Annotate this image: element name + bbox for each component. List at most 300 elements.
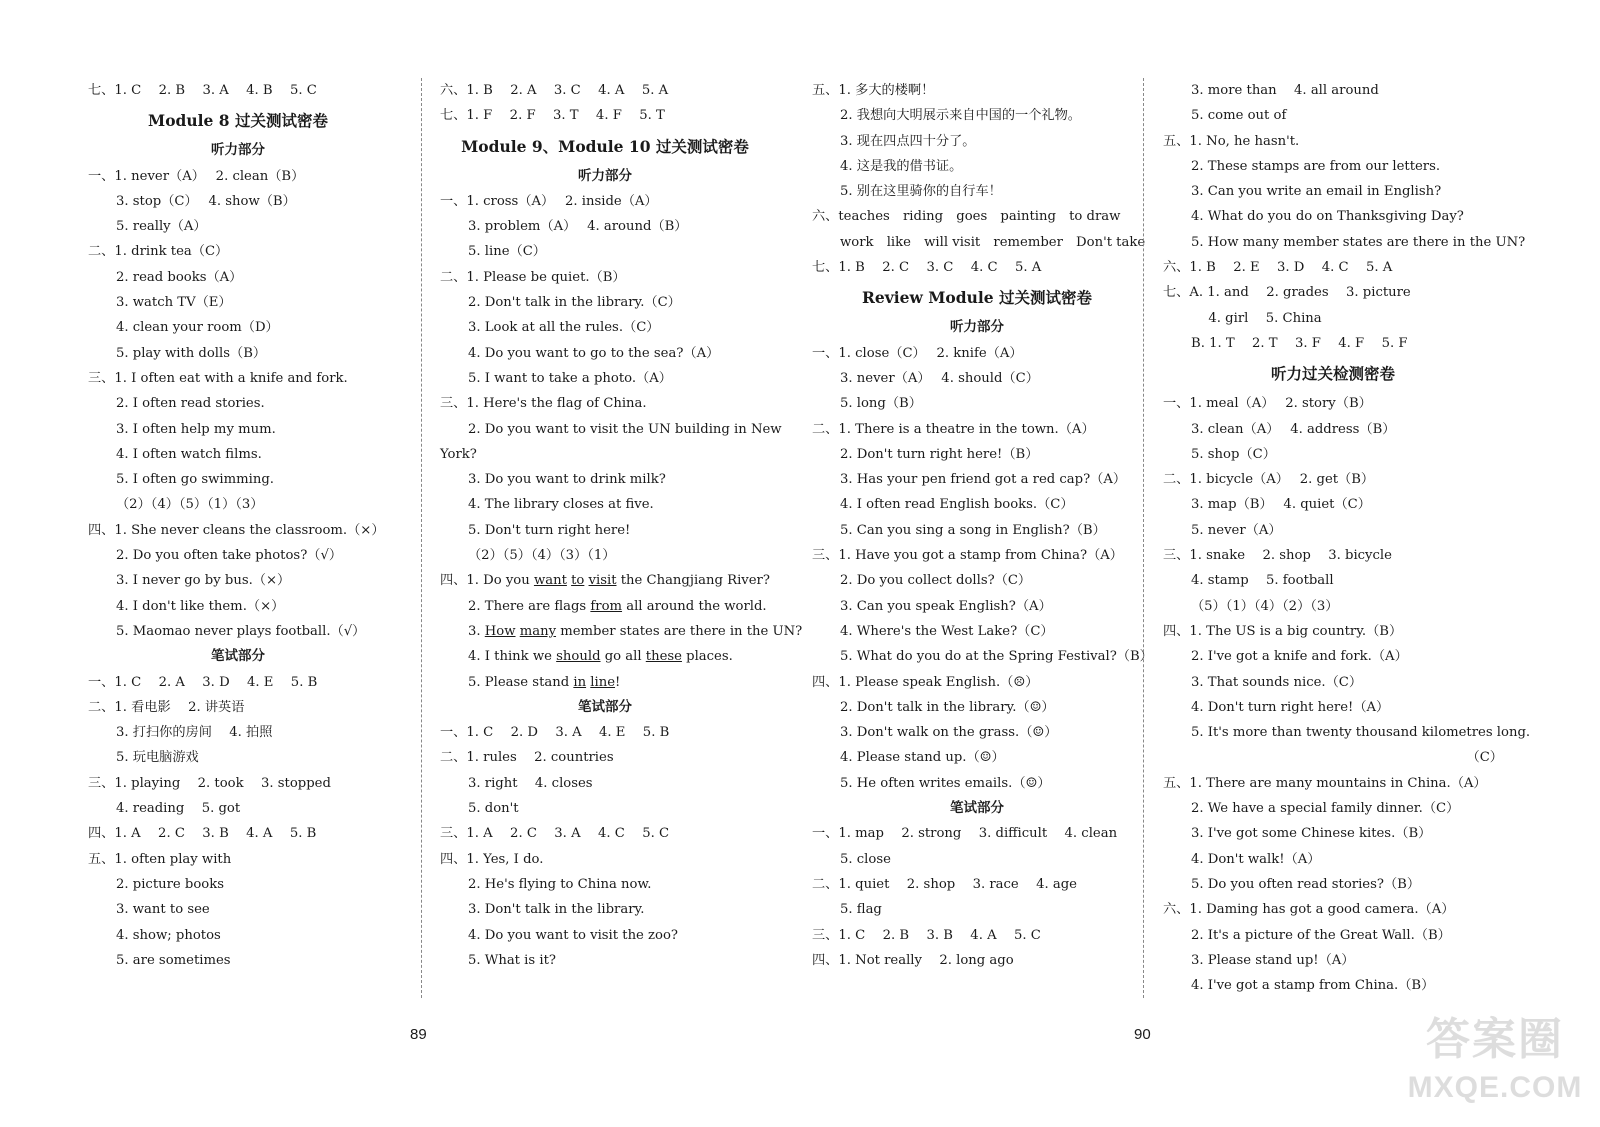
line-text: 3. clean（A） 4. address（B） <box>1191 421 1396 437</box>
line-text: 一、1. cross（A） 2. inside（A） <box>440 193 658 209</box>
line-text: 4. I often watch films. <box>116 446 262 462</box>
line-text: 3. map（B） 4. quiet（C） <box>1191 497 1371 513</box>
line-text: 二、1. quiet 2. shop 3. race 4. age <box>812 876 1077 892</box>
underlined-word: visit <box>588 573 617 589</box>
answer-line <box>1163 204 1503 229</box>
line-text: 3. never（A） 4. should（C） <box>840 370 1039 386</box>
line-text: 三、1. playing 2. took 3. stopped <box>88 775 331 791</box>
line-text: all around the world. <box>622 598 767 614</box>
answer-line <box>812 720 1142 745</box>
answer-line <box>812 341 1142 366</box>
answer-line <box>1163 179 1503 204</box>
line-text: （2）（5）（4）（3）（1） <box>468 548 616 564</box>
line-text: Module 8 过关测试密卷 <box>148 111 328 131</box>
line-text: 5. never（A） <box>1191 522 1282 538</box>
line-text: 4. clean your room（D） <box>116 320 279 336</box>
answer-line <box>88 492 388 517</box>
line-text: 七、1. B 2. C 3. C 4. C 5. A <box>812 260 1042 276</box>
line-text: 四、1. A 2. C 3. B 4. A 5. B <box>88 826 317 842</box>
line-text: 2. It's a picture of the Great Wall.（B） <box>1191 927 1451 943</box>
line-text: （5）（1）（4）（2）（3） <box>1191 598 1339 614</box>
answer-line <box>1163 492 1503 517</box>
line-text: 三、1. snake 2. shop 3. bicycle <box>1163 548 1392 564</box>
answer-line <box>812 129 1142 154</box>
column-1 <box>88 78 388 973</box>
answer-line <box>812 518 1142 543</box>
line-text: 二、1. There is a theatre in the town.（A） <box>812 421 1095 437</box>
line-text: 5. Can you sing a song in English?（B） <box>840 522 1106 538</box>
line-text: 2. I often read stories. <box>116 396 265 412</box>
section-subtitle <box>812 315 1142 340</box>
line-text: B. 1. T 2. T 3. F 4. F 5. F <box>1191 335 1408 351</box>
line-text: 2. Do you want to visit the UN building in New <box>468 421 782 437</box>
answer-line <box>1163 670 1503 695</box>
watermark-en: MXQE.COM <box>1407 1071 1583 1104</box>
line-text: 一、1. map 2. strong 3. difficult 4. clean <box>812 826 1118 842</box>
line-text: 3. I never go by bus.（×） <box>116 573 291 589</box>
answer-line <box>88 670 388 695</box>
page-number-right: 90 <box>1134 1026 1151 1043</box>
line-text: 听力部分 <box>211 142 265 159</box>
answer-line <box>440 467 770 492</box>
answer-line <box>440 670 770 695</box>
line-text: 四、1. Not really 2. long ago <box>812 952 1014 968</box>
line-text: 四、1. Please speak English.（☹） <box>812 674 1039 690</box>
line-text: 2. We have a special family dinner.（C） <box>1191 801 1460 817</box>
line-text: member states are there in the UN? <box>556 623 803 639</box>
answer-line <box>440 417 782 442</box>
answer-line <box>812 821 1142 846</box>
underlined-word: should <box>556 649 601 665</box>
answer-line <box>812 543 1142 568</box>
line-text: 4. I don't like them.（×） <box>116 598 285 614</box>
line-text: 3. right 4. closes <box>468 775 593 791</box>
line-text: 七、1. F 2. F 3. T 4. F 5. T <box>440 108 665 124</box>
line-text: 5. He often writes emails.（☺） <box>840 775 1051 791</box>
answer-line <box>1163 230 1526 255</box>
line-text: 4. Don't walk!（A） <box>1191 851 1321 867</box>
answer-line <box>88 164 388 189</box>
line-text: 七、1. C 2. B 3. A 4. B 5. C <box>88 83 317 98</box>
answer-line <box>440 78 770 103</box>
line-text: 4. I've got a stamp from China.（B） <box>1191 978 1435 994</box>
answer-line <box>440 847 770 872</box>
line-text: 5. How many member states are there in the UN? <box>1191 234 1526 250</box>
underlined-word: many <box>519 623 557 639</box>
answer-line <box>88 821 388 846</box>
answer-line <box>1163 644 1503 669</box>
answer-line <box>1163 391 1503 416</box>
answer-line <box>1163 619 1503 644</box>
answer-line <box>812 644 1153 669</box>
answer-line <box>440 103 770 128</box>
answer-line <box>440 644 770 669</box>
answer-line <box>440 948 770 973</box>
line-text: 六、teaches riding goes painting to draw <box>812 209 1121 225</box>
line-text: 3. watch TV（E） <box>116 295 232 311</box>
watermark-cn: 答案圈 <box>1426 1015 1564 1064</box>
column-4 <box>1163 78 1531 998</box>
answer-line <box>88 341 388 366</box>
answer-line <box>88 315 388 340</box>
line-text: 5. It's more than twenty thousand kilometres long. <box>1191 725 1531 741</box>
answer-line <box>440 366 770 391</box>
answer-line <box>812 923 1142 948</box>
answer-line <box>88 897 388 922</box>
line-text: 六、1. Daming has got a good camera.（A） <box>1163 902 1455 918</box>
answer-line <box>1163 821 1503 846</box>
line-text: 笔试部分 <box>578 698 632 715</box>
line-text: 4. Do you want to go to the sea?（A） <box>468 345 720 361</box>
answer-line <box>88 518 388 543</box>
answer-line <box>440 619 803 644</box>
answer-line <box>1163 897 1503 922</box>
section-title <box>440 129 770 164</box>
line-text: 二、1. rules 2. countries <box>440 750 614 766</box>
answer-line <box>440 923 770 948</box>
answer-line <box>812 417 1142 442</box>
underlined-word: want <box>533 573 567 589</box>
line-text: 4. I often read English books.（C） <box>840 497 1074 513</box>
line-text: 3. problem（A） 4. around（B） <box>468 219 688 235</box>
line-text: 一、1. close（C） 2. knife（A） <box>812 345 1023 361</box>
column-divider <box>421 78 422 998</box>
answer-line <box>88 78 388 103</box>
answer-line <box>812 103 1142 128</box>
answer-line <box>1163 331 1503 356</box>
answer-line <box>440 897 770 922</box>
line-text: 一、1. C 2. A 3. D 4. E 5. B <box>88 674 318 690</box>
line-text: 2. Do you often take photos?（√） <box>116 548 343 564</box>
line-text: 3. I often help my mum. <box>116 421 276 437</box>
answer-line <box>812 154 1142 179</box>
line-text: 5. flag <box>840 902 882 918</box>
answer-line <box>88 745 388 770</box>
line-text: 3. want to see <box>116 902 210 918</box>
answer-line <box>440 771 770 796</box>
line-text: 2. There are flags <box>468 598 591 614</box>
line-text: 2. 我想向大明展示来自中国的一个礼物。 <box>840 108 1081 124</box>
answer-line <box>440 821 770 846</box>
underlined-word: from <box>590 598 623 614</box>
answer-line <box>88 771 388 796</box>
line-text: 4. 这是我的借书证。 <box>840 158 963 174</box>
line-text: 5. 别在这里骑你的自行车！ <box>840 184 1002 200</box>
answer-line <box>812 78 1142 103</box>
answer-line <box>1163 923 1503 948</box>
line-text: 5. close <box>840 851 891 867</box>
line-text: 2. He's flying to China now. <box>468 876 652 892</box>
line-text: 五、1. There are many mountains in China.（A） <box>1163 775 1487 791</box>
line-text: 三、1. Here's the flag of China. <box>440 396 647 412</box>
section-title <box>812 280 1142 315</box>
answer-line <box>440 594 770 619</box>
answer-line <box>88 417 388 442</box>
answer-line <box>440 239 770 264</box>
line-text: 2. Don't turn right here!（B） <box>840 446 1039 462</box>
answer-line <box>1163 518 1503 543</box>
answer-line <box>812 568 1142 593</box>
answer-line <box>1163 78 1503 103</box>
answer-line <box>812 771 1142 796</box>
line-text: 四、1. She never cleans the classroom.（×） <box>88 522 385 538</box>
answer-line <box>440 214 770 239</box>
line-text: 4. Where's the West Lake?（C） <box>840 623 1054 639</box>
answer-line <box>1163 948 1503 973</box>
answer-line <box>440 391 770 416</box>
line-text: 5. 玩电脑游戏 <box>116 750 199 766</box>
answer-line <box>88 847 388 872</box>
answer-line <box>1163 568 1503 593</box>
line-text: 笔试部分 <box>950 800 1004 817</box>
line-text: 二、1. Please be quiet.（B） <box>440 269 626 285</box>
answer-line <box>1163 467 1503 492</box>
answer-line <box>440 543 770 568</box>
answer-line <box>1163 442 1503 467</box>
answer-line <box>440 745 770 770</box>
answer-line <box>812 745 1142 770</box>
answer-line <box>812 619 1142 644</box>
section-subtitle <box>440 695 770 720</box>
answer-line <box>812 847 1142 872</box>
answer-line <box>88 695 388 720</box>
section-subtitle <box>440 164 770 189</box>
answer-line <box>812 255 1142 280</box>
answer-line <box>812 670 1142 695</box>
line-text: 3. Don't walk on the grass.（☺） <box>840 725 1058 741</box>
line-text: 5. play with dolls（B） <box>116 345 267 361</box>
line-text: 4. show; photos <box>116 927 221 943</box>
answer-line <box>88 720 388 745</box>
answer-line <box>1163 255 1503 280</box>
line-text: 2. These stamps are from our letters. <box>1191 158 1441 174</box>
line-text: 3. Look at all the rules.（C） <box>468 320 660 336</box>
line-text: 听力过关检测密卷 <box>1270 364 1395 384</box>
line-text: 3. 现在四点四十分了。 <box>840 133 976 149</box>
line-text: 4. Please stand up.（☺） <box>840 750 1005 766</box>
line-text: 3. Can you write an email in English? <box>1191 184 1442 200</box>
line-text: 5. are sometimes <box>116 952 231 968</box>
line-text: 七、A. 1. and 2. grades 3. picture <box>1163 285 1411 301</box>
answer-line <box>1163 103 1503 128</box>
answer-line <box>1163 154 1503 179</box>
answer-line <box>440 290 770 315</box>
answer-line <box>440 872 770 897</box>
answer-line <box>88 391 388 416</box>
answer-line <box>1163 280 1503 305</box>
line-text: ! <box>615 674 621 690</box>
answer-line <box>1163 543 1503 568</box>
line-text: places. <box>681 649 733 665</box>
answer-line <box>812 467 1142 492</box>
line-text: 4. What do you do on Thanksgiving Day? <box>1191 209 1464 225</box>
line-text: 笔试部分 <box>211 648 265 665</box>
section-title <box>1163 356 1503 391</box>
line-text: 五、1. 多大的楼啊！ <box>812 83 935 98</box>
line-text: 2. read books（A） <box>116 269 243 285</box>
section-subtitle <box>88 138 388 163</box>
answer-line <box>1163 796 1503 821</box>
line-text: 5. don't <box>468 801 519 817</box>
underlined-word: How <box>484 623 516 639</box>
line-text: 5. I want to take a photo.（A） <box>468 370 672 386</box>
answer-line <box>88 872 388 897</box>
line-text: 一、1. meal（A） 2. story（B） <box>1163 396 1372 412</box>
underlined-word: line <box>590 674 616 690</box>
answer-line <box>88 265 388 290</box>
answer-line <box>1163 847 1503 872</box>
line-text: 一、1. C 2. D 3. A 4. E 5. B <box>440 725 670 741</box>
answer-line <box>88 948 388 973</box>
line-text: 2. I've got a knife and fork.（A） <box>1191 649 1408 665</box>
page-number-left: 89 <box>410 1026 427 1043</box>
line-text: 5. Please stand <box>468 674 574 690</box>
line-text: 5. What do you do at the Spring Festival?（B） <box>840 649 1153 665</box>
line-text: 二、1. bicycle（A） 2. get（B） <box>1163 472 1375 488</box>
line-text: 5. Don't turn right here! <box>468 522 631 538</box>
answer-line <box>440 315 770 340</box>
line-text: 4. reading 5. got <box>116 801 241 817</box>
line-text: 二、1. 看电影 2. 讲英语 <box>88 699 245 715</box>
line-text: 4. The library closes at five. <box>468 497 654 513</box>
line-text: 5. really（A） <box>116 219 207 235</box>
line-text: 三、1. A 2. C 3. A 4. C 5. C <box>440 826 670 842</box>
column-2 <box>440 78 803 973</box>
answer-line <box>440 265 770 290</box>
line-text: 4. Don't turn right here!（A） <box>1191 699 1390 715</box>
column-3 <box>812 78 1153 973</box>
line-text: 2. Don't talk in the library.（C） <box>468 295 681 311</box>
line-text: work like will visit remember Don't take <box>840 234 1146 250</box>
answer-line <box>1163 720 1531 745</box>
answer-line <box>1163 771 1503 796</box>
answer-line <box>812 897 1142 922</box>
line-text: 五、1. No, he hasn't. <box>1163 133 1300 149</box>
line-text: 3. 打扫你的房间 4. 拍照 <box>116 725 273 741</box>
answer-line <box>88 290 388 315</box>
line-text: go all <box>600 649 646 665</box>
line-text: 5. line（C） <box>468 244 546 260</box>
line-text: 2. Don't talk in the library.（☺） <box>840 699 1055 715</box>
line-text: 二、1. drink tea（C） <box>88 244 229 260</box>
section-subtitle <box>812 796 1142 821</box>
answer-line <box>88 568 388 593</box>
line-text: 3. Can you speak English?（A） <box>840 598 1052 614</box>
line-text: 2. picture books <box>116 876 224 892</box>
line-text: 一、1. never（A） 2. clean（B） <box>88 168 305 184</box>
answer-line <box>812 366 1142 391</box>
answer-line <box>88 189 388 214</box>
line-text: 三、1. C 2. B 3. B 4. A 5. C <box>812 927 1041 943</box>
answer-line <box>88 543 388 568</box>
watermark-logo <box>1400 1010 1590 1120</box>
line-text: 听力部分 <box>578 167 632 184</box>
answer-line <box>812 204 1142 229</box>
underlined-word: to <box>571 573 585 589</box>
line-text: 3. Don't talk in the library. <box>468 902 645 918</box>
answer-line <box>440 720 770 745</box>
answer-line <box>88 366 388 391</box>
answer-line <box>440 189 770 214</box>
line-text: Module 9、Module 10 过关测试密卷 <box>461 136 749 156</box>
answer-line <box>812 179 1142 204</box>
line-text: 5. shop（C） <box>1191 446 1276 462</box>
line-text: 4. I think we <box>468 649 557 665</box>
line-text: the Changjiang River? <box>616 573 770 589</box>
line-text: 听力部分 <box>950 319 1004 336</box>
answer-line <box>440 442 770 467</box>
answer-line <box>1163 417 1503 442</box>
line-text: 3. I've got some Chinese kites.（B） <box>1191 826 1432 842</box>
line-text: 3. Do you want to drink milk? <box>468 472 666 488</box>
line-text: 3. stop（C） 4. show（B） <box>116 193 296 209</box>
answer-line <box>1163 973 1503 998</box>
answer-line <box>1163 872 1503 897</box>
column-divider <box>1143 78 1144 998</box>
answer-line <box>88 923 388 948</box>
answer-line <box>88 442 388 467</box>
line-text: York? <box>440 446 477 462</box>
line-text: 5. long（B） <box>840 396 922 412</box>
answer-line <box>1163 306 1503 331</box>
answer-line <box>812 230 1146 255</box>
answer-line <box>88 214 388 239</box>
underlined-word: these <box>645 649 682 665</box>
line-text: 四、1. Yes, I do. <box>440 851 544 867</box>
answer-line <box>88 594 388 619</box>
answer-line <box>1163 745 1503 770</box>
answer-line <box>812 391 1142 416</box>
answer-line <box>88 239 388 264</box>
answer-line <box>88 796 388 821</box>
line-text: 4. stamp 5. football <box>1191 573 1334 589</box>
answer-line <box>812 872 1142 897</box>
answer-line <box>440 796 770 821</box>
line-text: Review Module 过关测试密卷 <box>862 288 1092 308</box>
line-text: 三、1. I often eat with a knife and fork. <box>88 370 348 386</box>
answer-line <box>1163 594 1503 619</box>
line-text: 四、1. Do you <box>440 573 534 589</box>
line-text: 六、1. B 2. A 3. C 4. A 5. A <box>440 83 669 98</box>
answer-line <box>812 442 1142 467</box>
answer-line <box>1163 695 1503 720</box>
line-text: （C） <box>1466 750 1503 766</box>
line-text: 3. more than 4. all around <box>1191 83 1379 98</box>
line-text: 3. That sounds nice.（C） <box>1191 674 1363 690</box>
line-text: 5. What is it? <box>468 952 556 968</box>
line-text: 5. I often go swimming. <box>116 472 274 488</box>
line-text: 四、1. The US is a big country.（B） <box>1163 623 1403 639</box>
line-text: 4. girl 5. China <box>1191 310 1322 326</box>
line-text: 3. Has your pen friend got a red cap?（A） <box>840 472 1127 488</box>
answer-line <box>440 492 770 517</box>
answer-line <box>812 695 1142 720</box>
answer-line <box>1163 129 1503 154</box>
line-text: 五、1. often play with <box>88 851 232 867</box>
section-subtitle <box>88 644 388 669</box>
answer-line <box>88 619 388 644</box>
underlined-word: in <box>573 674 587 690</box>
section-title <box>88 103 388 138</box>
answer-line <box>440 518 770 543</box>
line-text: 5. Maomao never plays football.（√） <box>116 623 366 639</box>
line-text: 4. Do you want to visit the zoo? <box>468 927 678 943</box>
answer-line <box>440 568 770 593</box>
line-text: 5. Do you often read stories?（B） <box>1191 876 1421 892</box>
answer-line <box>812 594 1142 619</box>
line-text: 3. Please stand up!（A） <box>1191 952 1355 968</box>
answer-line <box>440 341 770 366</box>
